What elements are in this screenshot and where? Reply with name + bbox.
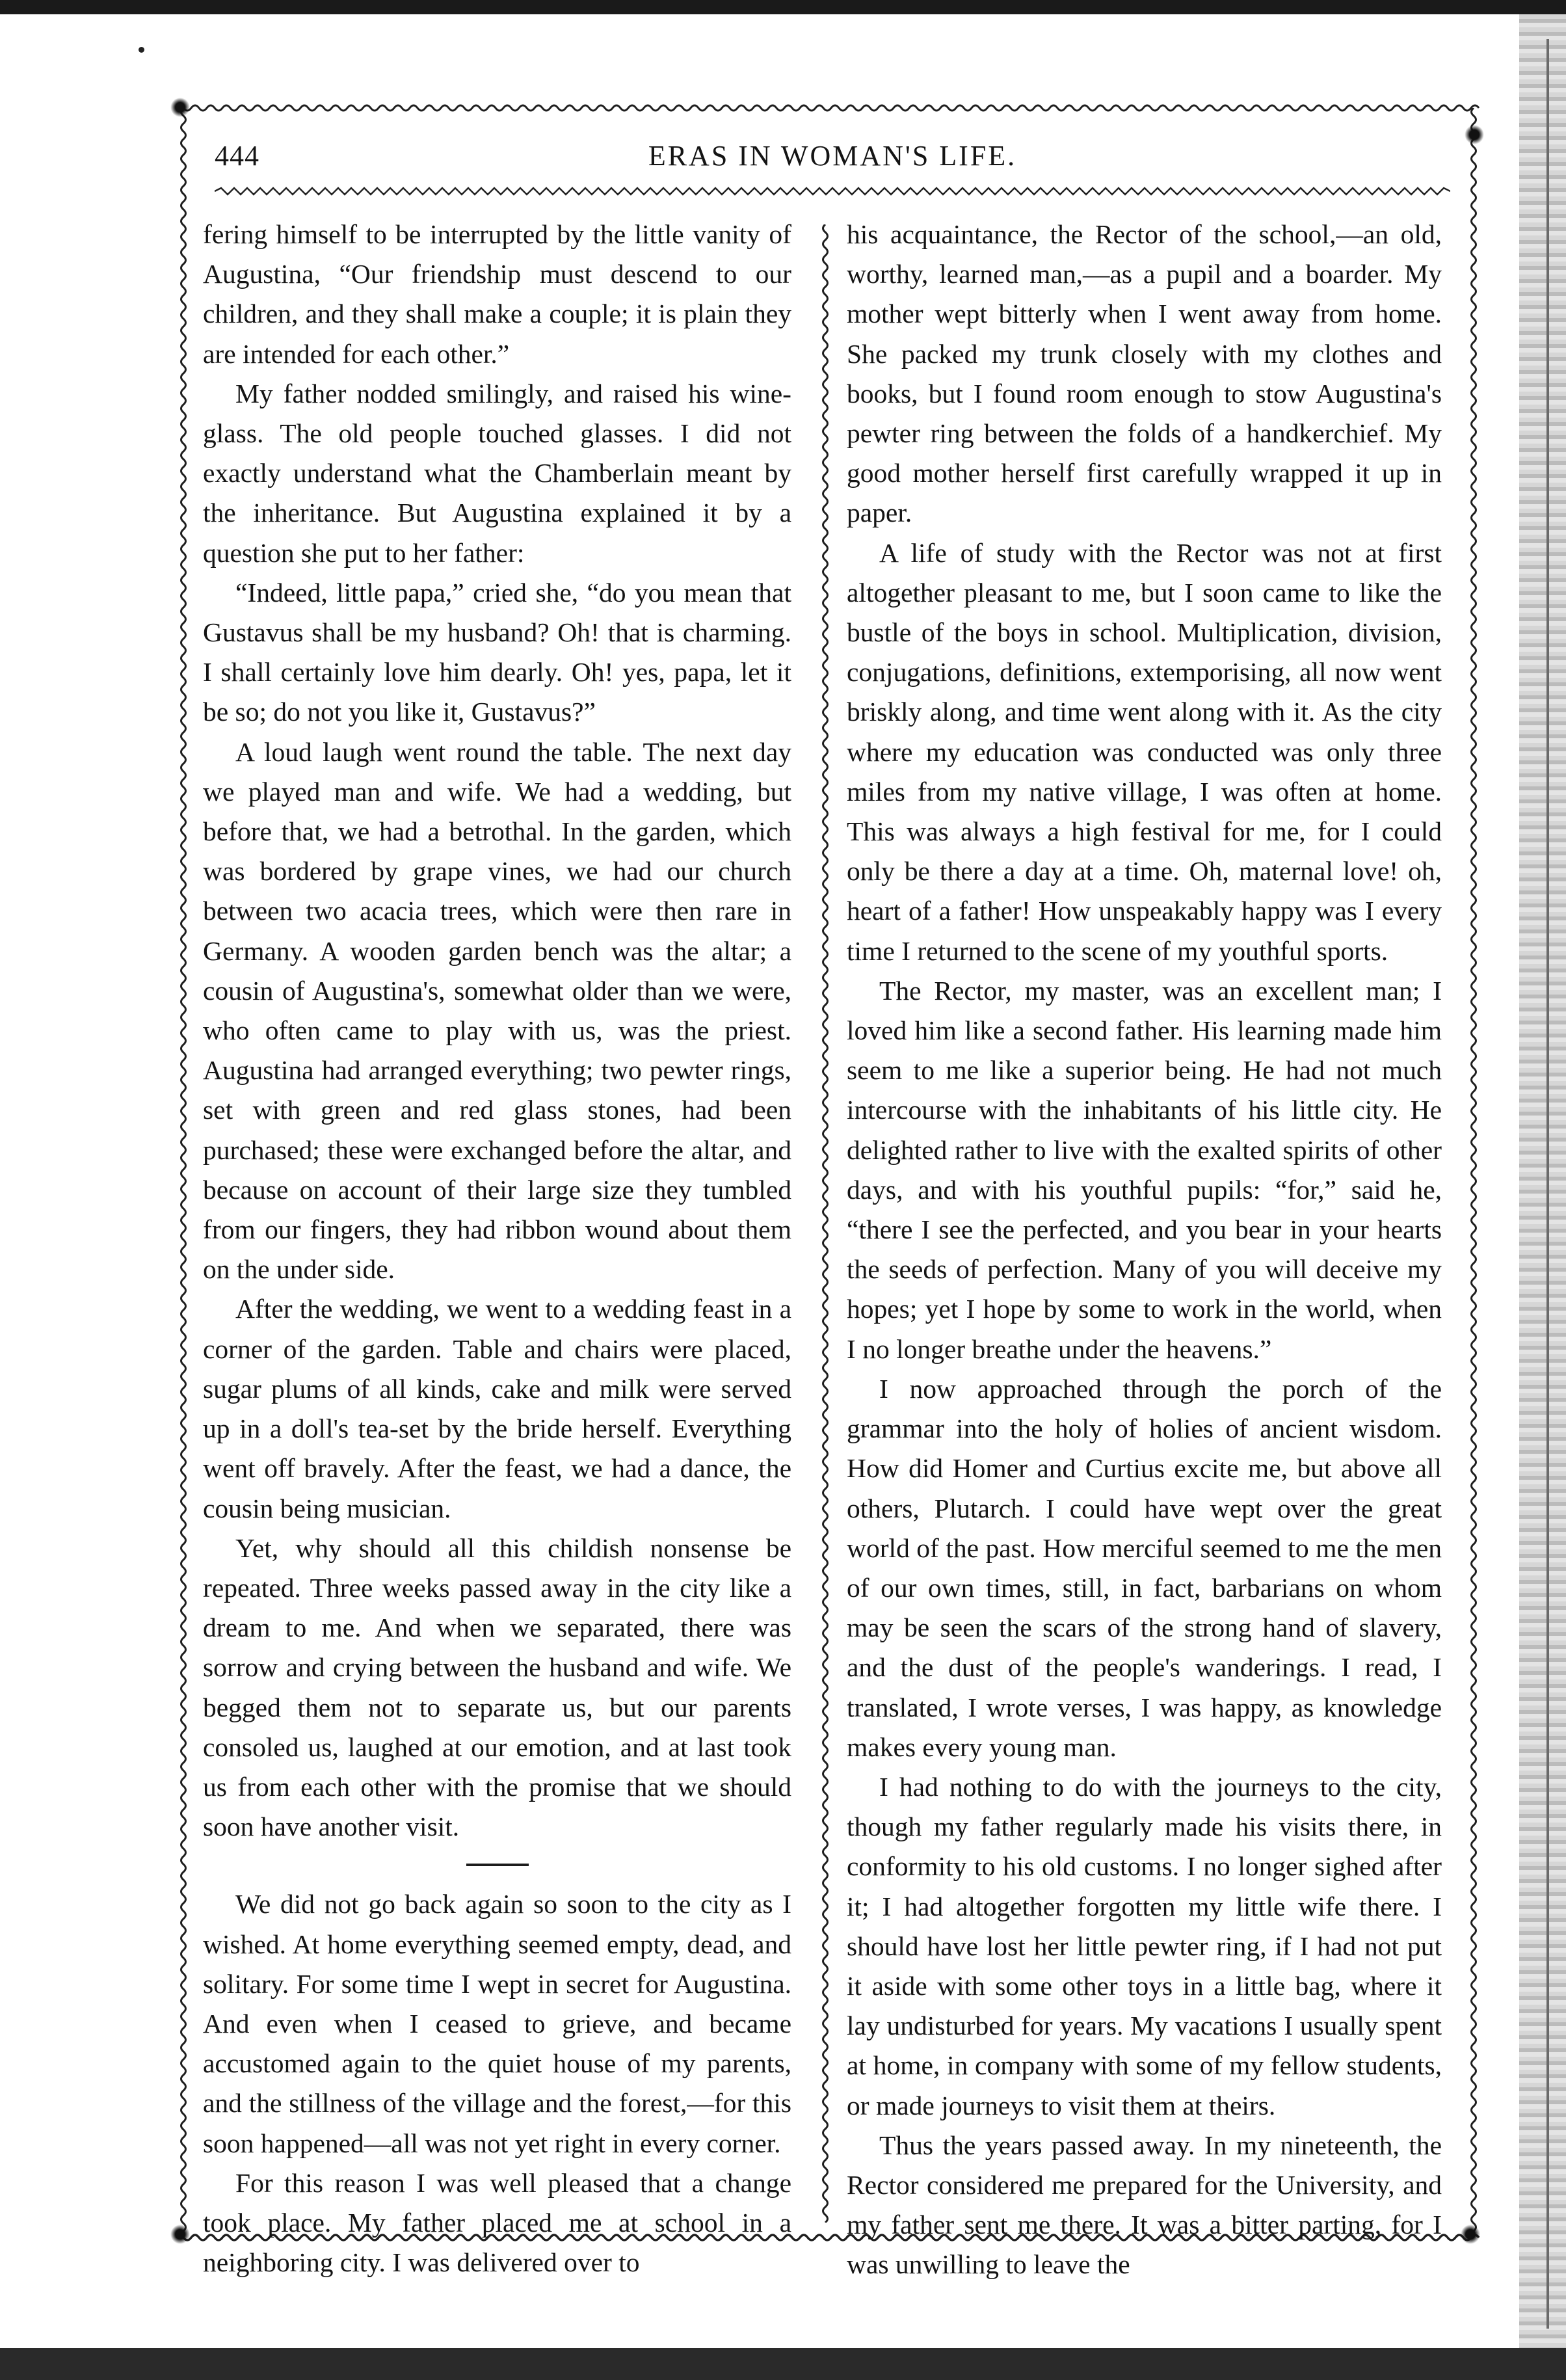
binding-edge [1519,14,1566,2348]
frame-border-right [1469,108,1478,2238]
frame-corner-ornament [1461,2225,1480,2244]
frame-corner-ornament [170,98,190,117]
header-rule [215,187,1450,196]
frame-corner-ornament [170,2225,190,2244]
paragraph: fering himself to be interrupted by the little vanity of Augustina, “Our friendship must descend to our children, and they shall make a couple; it is plain they are intended for each other.” [203,219,791,369]
frame-border-top [176,103,1481,113]
scan-top-shadow [0,0,1566,14]
paragraph: We did not go back again so soon to the city as I wished. At home everything seemed empty, dead, and solitary. For some time I wept in secret for Augustina. And even when I ceased to grieve, and became accustomed again to the quiet house of my parents, and the stillness of the village and the forest,—for this soon happened—all was not yet right in every corner. [203,1889,791,2158]
paragraph: After the wedding, we went to a wedding feast in a corner of the garden. Table and chairs were placed, sugar plums of all kinds, cake and milk were served up in a doll's tea-set by the bride herself. Everything went off bravely. After the feast, we had a dance, the cousin being musician. [203,1294,791,1523]
paragraph: For this reason I was well pleased that a change took place. My father placed me at school in a neighboring city. I was delivered over to [203,2167,791,2278]
page-number: 444 [215,140,259,172]
paragraph: his acquaintance, the Rector of the school,—an old, worthy, learned man,—as a pupil and a boarder. My mother wept bitterly when I went away from home. She packed my trunk closely with my clothes and books, but I found room enough to stow Augustina's pewter ring between the folds of a handkerchief. My good mother herself first carefully wrapped it up in paper. [847,219,1442,528]
paragraph: Yet, why should all this childish nonsense be repeated. Three weeks passed away in the city like a dream to me. And when we separated, there was sorrow and crying between the husband and wife. We begged them not to separate us, but our parents consoled us, laughed at our emotion, and at last took us from each other with the promise that we should soon have another visit. [203,1532,791,1842]
binding-line [1546,39,1549,2329]
paragraph: My father nodded smilingly, and raised his wine-glass. The old people touched glasses. I did not exactly understand what the Chamberlain meant by the inheritance. But Augustina explained it by a question she put to her father: [203,378,791,568]
paragraph: I now approached through the porch of the grammar into the holy of holies of ancient wisdom. How did Homer and Curtius excite me, but above all others, Plutarch. I could have wept over the great world of the past. How merciful seemed to me the men of our own times, still, in fact, barbarians on whom may be seen the scars of the strong hand of slavery, and the dust of the people's wanderings. I read, I translated, I wrote verses, I was happy, as knowledge makes every young man. [847,1373,1442,1762]
print-speck [139,47,144,53]
paragraph: A loud laugh went round the table. The next day we played man and wife. We had a wedding, but before that, we had a betrothal. In the garden, which was bordered by grape vines, we had our church between two acacia trees, which were then rare in Germany. A wooden garden bench was the altar; a cousin of Augustina's, somewhat older than we were, who often came to play with us, was the priest. Augustina had arranged everything; two pewter rings, set with green and red glass stones, had been purchased; these were exchanged before the altar, and because on account of their large size they tumbled from our fingers, they had ribbon wound about them on the under side. [203,736,791,1285]
paragraph: “Indeed, little papa,” cried she, “do you mean that Gustavus shall be my husband? Oh! that is charming. I shall certainly love him dearly. Oh! yes, papa, let it be so; do not you like it, Gustavus?” [203,577,791,727]
paragraph: A life of study with the Rector was not at first altogether pleasant to me, but I soon came to like the bustle of the boys in school. Multiplication, division, conjugations, definitions, extemporising, all now went briskly along, and time went along with it. As the city where my education was conducted was only three miles from my native village, I was often at home. This was always a high festival for me, for I could only be there a day at a time. Oh, maternal love! oh, heart of a father! How unspeakably happy was I every time I returned to the scene of my youthful sports. [847,537,1442,966]
column-divider [821,224,830,2223]
frame-corner-ornament [1465,125,1484,144]
paragraph: Thus the years passed away. In my nineteenth, the Rector considered me prepared for the University, and my father sent me there. It was a bitter parting, for I was unwilling to leave the [847,2130,1442,2280]
frame-border-left [179,108,188,2238]
section-break-rule [466,1864,529,1866]
paragraph: The Rector, my master, was an excellent man; I loved him like a second father. His learning made him seem to me like a superior being. He had not much intercourse with the inhabitants of his little city. He delighted rather to live with the exalted spirits of other days, and with his youthful pupils: “for,” said he, “there I see the perfected, and you bear in your hearts the seeds of perfection. Many of you will deceive my hopes; yet I hope by some to work in the world, when I no longer breathe under the heavens.” [847,975,1442,1364]
right-column [847,215,1442,2285]
paragraph: I had nothing to do with the journeys to the city, though my father regularly made his visits there, in conformity to his old customs. I no longer sighed after it; I had altogether forgotten my little wife there. I should have lost her little pewter ring, if I had not put it aside with some other toys in a little bag, where it lay undisturbed for years. My vacations I usually spent at home, in company with some of my fellow students, or made journeys to visit them at theirs. [847,1771,1442,2120]
running-head [215,139,1450,178]
running-title: ERAS IN WOMAN'S LIFE. [648,140,1017,172]
scan-bottom-shadow [0,2348,1566,2380]
left-column [203,215,791,2282]
